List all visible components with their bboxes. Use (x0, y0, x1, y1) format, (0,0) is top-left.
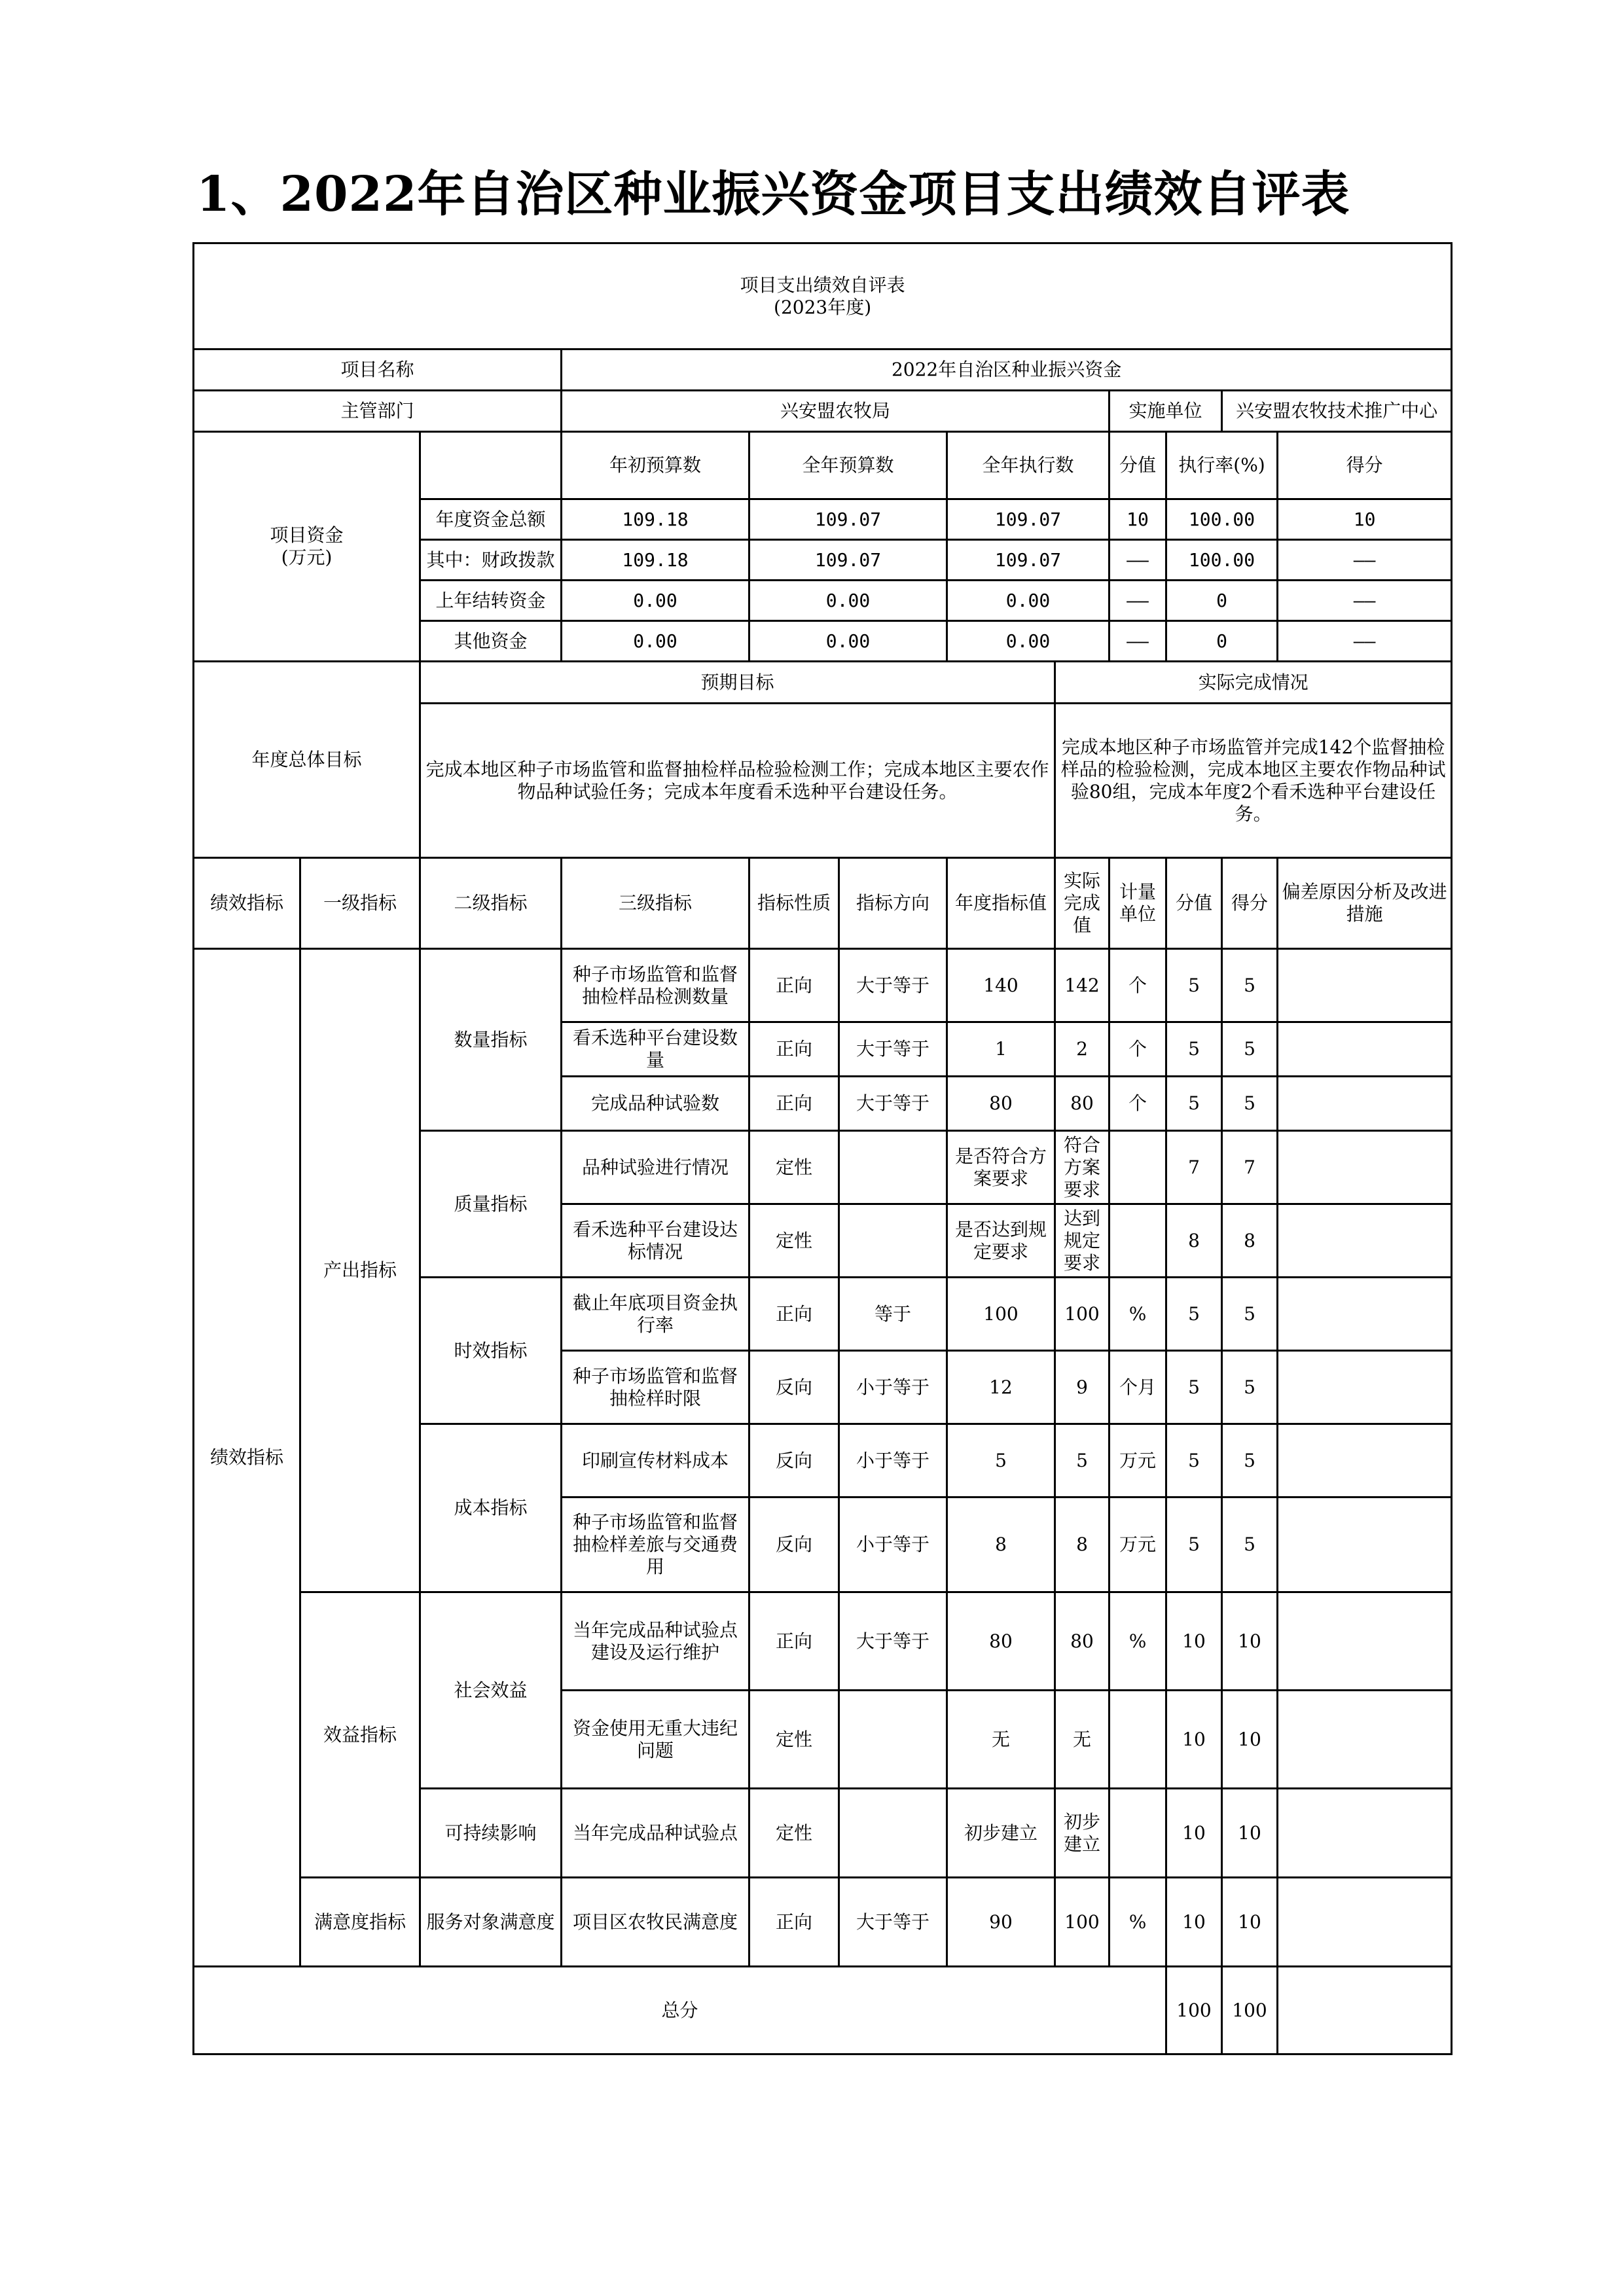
indicator-unit: 个 (1110, 949, 1166, 1022)
funds-row-executed: 109.07 (947, 540, 1110, 581)
indicator-deviation (1278, 1592, 1452, 1691)
indicator-score: 8 (1222, 1204, 1278, 1278)
indicator-nature: 定性 (749, 1204, 839, 1278)
funds-row-name: 其中：财政拨款 (420, 540, 562, 581)
funds-row-executed: 0.00 (947, 621, 1110, 662)
indicator-target: 初步建立 (947, 1789, 1055, 1878)
indicator-value: 5 (1166, 1424, 1222, 1498)
indicator-name: 种子市场监管和监督抽检样时限 (562, 1351, 749, 1424)
indicator-score: 5 (1222, 1424, 1278, 1498)
indicator-actual: 符合方案要求 (1055, 1131, 1110, 1204)
level2-quantity: 数量指标 (420, 949, 562, 1131)
indicator-actual: 142 (1055, 949, 1110, 1022)
funds-row-rate: 100.00 (1166, 540, 1278, 581)
indicator-unit: 个 (1110, 1022, 1166, 1077)
indicator-value: 5 (1166, 949, 1222, 1022)
indicator-unit (1110, 1204, 1166, 1278)
indicator-deviation (1278, 1131, 1452, 1204)
total-label: 总分 (194, 1967, 1166, 2054)
indicator-score: 5 (1222, 1351, 1278, 1424)
actual-completion-header: 实际完成情况 (1055, 662, 1452, 704)
indicator-deviation (1278, 949, 1452, 1022)
total-value: 100 (1166, 1967, 1222, 2054)
level1-satisfaction: 满意度指标 (300, 1878, 420, 1967)
indicator-value: 10 (1166, 1691, 1222, 1789)
indicator-score: 5 (1222, 1077, 1278, 1131)
annual-goal-label: 年度总体目标 (194, 662, 420, 858)
funds-row-name: 其他资金 (420, 621, 562, 662)
indicator-actual: 无 (1055, 1691, 1110, 1789)
indicator-unit (1110, 1131, 1166, 1204)
table-year: (2023年度) (774, 296, 872, 318)
indicator-direction: 大于等于 (839, 1592, 947, 1691)
funds-row-annual: 0.00 (749, 581, 947, 621)
indicator-actual: 100 (1055, 1878, 1110, 1967)
indicator-nature: 反向 (749, 1498, 839, 1592)
table-title: 项目支出绩效自评表 (740, 274, 905, 296)
indicator-header-row (194, 858, 1452, 949)
funds-row-executed: 0.00 (947, 581, 1110, 621)
funds-row-score: 10 (1278, 499, 1452, 540)
funds-row-rate: 0 (1166, 621, 1278, 662)
funds-row-score-value: —— (1110, 581, 1166, 621)
indicator-direction (839, 1204, 947, 1278)
indicator-unit: % (1110, 1278, 1166, 1351)
indicator-target: 80 (947, 1077, 1055, 1131)
indicator-score: 5 (1222, 949, 1278, 1022)
indicator-value: 5 (1166, 1077, 1222, 1131)
project-name-label: 项目名称 (194, 350, 562, 391)
indicator-score: 10 (1222, 1878, 1278, 1967)
indicator-score: 7 (1222, 1131, 1278, 1204)
indicator-deviation (1278, 1498, 1452, 1592)
department-value: 兴安盟农牧局 (562, 391, 1110, 432)
indicator-name: 看禾选种平台建设数量 (562, 1022, 749, 1077)
funds-row-score-value: 10 (1110, 499, 1166, 540)
indicator-target: 是否达到规定要求 (947, 1204, 1055, 1278)
indicator-unit: % (1110, 1878, 1166, 1967)
indicator-score: 5 (1222, 1278, 1278, 1351)
level2-cost: 成本指标 (420, 1424, 562, 1592)
funds-row-annual: 0.00 (749, 621, 947, 662)
document-heading: 1、2022年自治区种业振兴资金项目支出绩效自评表 (196, 166, 1350, 223)
indicator-root: 绩效指标 (194, 949, 300, 1967)
project-funds-title: 项目资金 (270, 524, 344, 546)
indicator-header: 指标方向 (839, 858, 947, 949)
project-funds-unit: (万元) (281, 547, 333, 568)
indicator-name: 当年完成品种试验点建设及运行维护 (562, 1592, 749, 1691)
indicator-deviation (1278, 1878, 1452, 1967)
indicator-target: 80 (947, 1592, 1055, 1691)
indicator-score: 10 (1222, 1592, 1278, 1691)
indicator-target: 8 (947, 1498, 1055, 1592)
indicator-target: 12 (947, 1351, 1055, 1424)
project-name-value: 2022年自治区种业振兴资金 (562, 350, 1452, 391)
indicator-name: 品种试验进行情况 (562, 1131, 749, 1204)
indicator-direction (839, 1691, 947, 1789)
indicator-header: 偏差原因分析及改进措施 (1278, 858, 1452, 949)
implementing-unit-label: 实施单位 (1110, 391, 1222, 432)
funds-row-score: —— (1278, 581, 1452, 621)
funds-row-executed: 109.07 (947, 499, 1110, 540)
indicator-deviation (1278, 1077, 1452, 1131)
indicator-direction: 大于等于 (839, 1022, 947, 1077)
indicator-name: 完成品种试验数 (562, 1077, 749, 1131)
indicator-header: 实际完成值 (1055, 858, 1110, 949)
indicator-value: 5 (1166, 1351, 1222, 1424)
expected-goal-header: 预期目标 (420, 662, 1055, 704)
indicator-actual: 80 (1055, 1592, 1110, 1691)
expected-goal-text: 完成本地区种子市场监管和监督抽检样品检验检测工作；完成本地区主要农作物品种试验任务；完成本年度看禾选种平台建设任务。 (420, 704, 1055, 858)
level2-quality: 质量指标 (420, 1131, 562, 1278)
indicator-value: 7 (1166, 1131, 1222, 1204)
indicator-unit: 个月 (1110, 1351, 1166, 1424)
level1-benefit: 效益指标 (300, 1592, 420, 1878)
indicator-name: 项目区农牧民满意度 (562, 1878, 749, 1967)
indicator-value: 8 (1166, 1204, 1222, 1278)
indicator-direction (839, 1131, 947, 1204)
indicator-deviation (1278, 1789, 1452, 1878)
funds-row-rate: 100.00 (1166, 499, 1278, 540)
indicator-score: 5 (1222, 1498, 1278, 1592)
indicator-direction: 大于等于 (839, 1878, 947, 1967)
indicator-actual: 达到规定要求 (1055, 1204, 1110, 1278)
indicator-nature: 反向 (749, 1424, 839, 1498)
self-evaluation-table (192, 242, 1453, 2055)
indicator-nature: 定性 (749, 1131, 839, 1204)
indicator-direction: 大于等于 (839, 949, 947, 1022)
funds-row-name: 年度资金总额 (420, 499, 562, 540)
indicator-value: 10 (1166, 1789, 1222, 1878)
total-score: 100 (1222, 1967, 1278, 2054)
level1-output: 产出指标 (300, 949, 420, 1592)
indicator-unit (1110, 1789, 1166, 1878)
indicator-unit: % (1110, 1592, 1166, 1691)
level2-sustainable-impact: 可持续影响 (420, 1789, 562, 1878)
indicator-actual: 初步建立 (1055, 1789, 1110, 1878)
indicator-target: 无 (947, 1691, 1055, 1789)
indicator-header: 分值 (1166, 858, 1222, 949)
indicator-name: 当年完成品种试验点 (562, 1789, 749, 1878)
table-title-cell (194, 243, 1452, 350)
indicator-score: 10 (1222, 1789, 1278, 1878)
funds-row-score-value: —— (1110, 621, 1166, 662)
indicator-name: 印刷宣传材料成本 (562, 1424, 749, 1498)
indicator-score: 5 (1222, 1022, 1278, 1077)
indicator-actual: 9 (1055, 1351, 1110, 1424)
indicator-nature: 定性 (749, 1691, 839, 1789)
level2-service-satisfaction: 服务对象满意度 (420, 1878, 562, 1967)
indicator-nature: 反向 (749, 1351, 839, 1424)
funds-row-score: —— (1278, 621, 1452, 662)
indicator-direction: 大于等于 (839, 1077, 947, 1131)
indicator-target: 是否符合方案要求 (947, 1131, 1055, 1204)
indicator-actual: 80 (1055, 1077, 1110, 1131)
indicator-unit: 万元 (1110, 1498, 1166, 1592)
funds-row-score: —— (1278, 540, 1452, 581)
indicator-header: 年度指标值 (947, 858, 1055, 949)
indicator-unit: 个 (1110, 1077, 1166, 1131)
indicator-row (194, 949, 1452, 1022)
level2-timeliness: 时效指标 (420, 1278, 562, 1424)
indicator-target: 1 (947, 1022, 1055, 1077)
indicator-unit: 万元 (1110, 1424, 1166, 1498)
funds-row-initial: 109.18 (562, 540, 749, 581)
indicator-deviation (1278, 1278, 1452, 1351)
indicator-name: 截止年底项目资金执行率 (562, 1278, 749, 1351)
indicator-nature: 正向 (749, 1592, 839, 1691)
funds-header-annual: 全年预算数 (749, 432, 947, 499)
total-row (194, 1967, 1452, 2054)
indicator-deviation (1278, 1424, 1452, 1498)
indicator-direction (839, 1789, 947, 1878)
indicator-row (194, 1592, 1452, 1691)
indicator-actual: 100 (1055, 1278, 1110, 1351)
indicator-value: 10 (1166, 1592, 1222, 1691)
funds-header-rate: 执行率(%) (1166, 432, 1278, 499)
indicator-direction: 小于等于 (839, 1351, 947, 1424)
funds-header-executed: 全年执行数 (947, 432, 1110, 499)
indicator-name: 资金使用无重大违纪问题 (562, 1691, 749, 1789)
indicator-header: 绩效指标 (194, 858, 300, 949)
indicator-nature: 正向 (749, 1077, 839, 1131)
indicator-header: 指标性质 (749, 858, 839, 949)
funds-row-initial: 0.00 (562, 621, 749, 662)
indicator-actual: 2 (1055, 1022, 1110, 1077)
indicator-target: 100 (947, 1278, 1055, 1351)
indicator-value: 5 (1166, 1278, 1222, 1351)
indicator-target: 90 (947, 1878, 1055, 1967)
indicator-nature: 正向 (749, 1878, 839, 1967)
funds-row-rate: 0 (1166, 581, 1278, 621)
indicator-nature: 正向 (749, 1278, 839, 1351)
indicator-row (194, 1878, 1452, 1967)
funds-row-annual: 109.07 (749, 540, 947, 581)
indicator-target: 5 (947, 1424, 1055, 1498)
indicator-nature: 正向 (749, 949, 839, 1022)
department-label: 主管部门 (194, 391, 562, 432)
indicator-deviation (1278, 1204, 1452, 1278)
indicator-header: 计量单位 (1110, 858, 1166, 949)
indicator-value: 10 (1166, 1878, 1222, 1967)
project-funds-label (194, 432, 420, 662)
indicator-unit (1110, 1691, 1166, 1789)
indicator-direction: 等于 (839, 1278, 947, 1351)
funds-header-initial: 年初预算数 (562, 432, 749, 499)
funds-row-name: 上年结转资金 (420, 581, 562, 621)
indicator-name: 看禾选种平台建设达标情况 (562, 1204, 749, 1278)
indicator-actual: 8 (1055, 1498, 1110, 1592)
actual-completion-text: 完成本地区种子市场监管并完成142个监督抽检样品的检验检测，完成本地区主要农作物品种试验80组，完成本年度2个看禾选种平台建设任务。 (1055, 704, 1452, 858)
indicator-score: 10 (1222, 1691, 1278, 1789)
indicator-deviation (1278, 1351, 1452, 1424)
indicator-header: 三级指标 (562, 858, 749, 949)
indicator-value: 5 (1166, 1022, 1222, 1077)
indicator-header: 二级指标 (420, 858, 562, 949)
indicator-actual: 5 (1055, 1424, 1110, 1498)
funds-row-initial: 0.00 (562, 581, 749, 621)
indicator-direction: 小于等于 (839, 1498, 947, 1592)
indicator-header: 一级指标 (300, 858, 420, 949)
funds-row-annual: 109.07 (749, 499, 947, 540)
indicator-value: 5 (1166, 1498, 1222, 1592)
indicator-direction: 小于等于 (839, 1424, 947, 1498)
indicator-name: 种子市场监管和监督抽检样差旅与交通费用 (562, 1498, 749, 1592)
implementing-unit-value: 兴安盟农牧技术推广中心 (1222, 391, 1452, 432)
indicator-deviation (1278, 1022, 1452, 1077)
funds-header-score-value: 分值 (1110, 432, 1166, 499)
funds-header-blank (420, 432, 562, 499)
indicator-nature: 正向 (749, 1022, 839, 1077)
funds-row-initial: 109.18 (562, 499, 749, 540)
indicator-target: 140 (947, 949, 1055, 1022)
indicator-name: 种子市场监管和监督抽检样品检测数量 (562, 949, 749, 1022)
indicator-deviation (1278, 1691, 1452, 1789)
level2-social-benefit: 社会效益 (420, 1592, 562, 1789)
indicator-header: 得分 (1222, 858, 1278, 949)
indicator-nature: 定性 (749, 1789, 839, 1878)
total-deviation (1278, 1967, 1452, 2054)
funds-row-score-value: —— (1110, 540, 1166, 581)
funds-header-score: 得分 (1278, 432, 1452, 499)
